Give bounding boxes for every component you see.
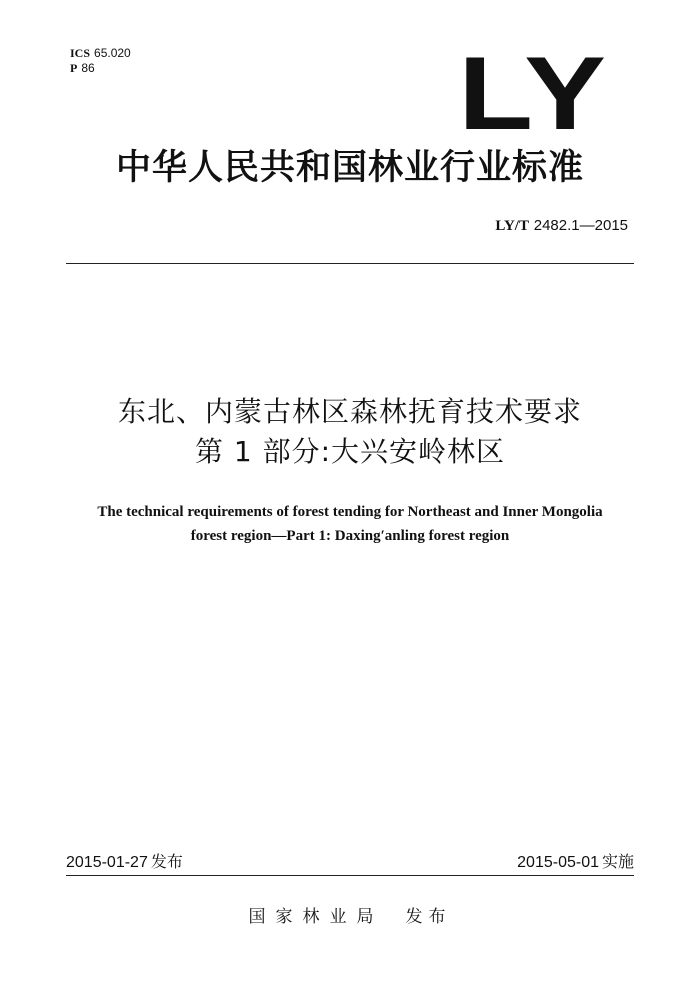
footer-divider — [66, 875, 634, 876]
english-title — [0, 500, 700, 548]
issue-date-label: 发布 — [150, 852, 183, 871]
ccs-label: P — [70, 61, 78, 75]
implementation-date — [517, 852, 634, 873]
publisher-organization: 国家林业局 — [248, 907, 384, 927]
ics-line — [70, 46, 131, 61]
publisher-line — [0, 906, 700, 928]
standard-code-number: 2482.1—2015 — [533, 217, 628, 234]
header-divider — [66, 263, 634, 264]
chinese-title-line-1: 东北、内蒙古林区森林抚育技术要求 — [117, 395, 582, 428]
english-title-line-1: The technical requirements of forest tending for Northeast and Inner Mongolia — [97, 504, 603, 520]
standard-name: 中华人民共和国林业行业标准 — [115, 148, 584, 188]
ccs-code: 86 — [81, 61, 95, 75]
classification-block — [70, 46, 131, 76]
chinese-title-line-2: 第 1 部分:大兴安岭林区 — [194, 435, 506, 468]
chinese-title — [0, 392, 700, 472]
standard-code — [495, 215, 628, 236]
ly-logo: LY — [457, 36, 608, 152]
ics-label: ICS — [70, 46, 91, 60]
implementation-date-value: 2015-05-01 — [517, 854, 599, 871]
ccs-line — [70, 61, 131, 76]
ics-code: 65.020 — [94, 46, 131, 60]
issue-date — [66, 852, 183, 873]
issue-date-value: 2015-01-27 — [66, 854, 148, 871]
publisher-action: 发布 — [405, 907, 452, 927]
standard-code-prefix: LY/T — [495, 218, 529, 234]
implementation-date-label: 实施 — [601, 852, 634, 871]
english-title-line-2: forest region—Part 1: Daxing′anling forest region — [190, 528, 510, 544]
